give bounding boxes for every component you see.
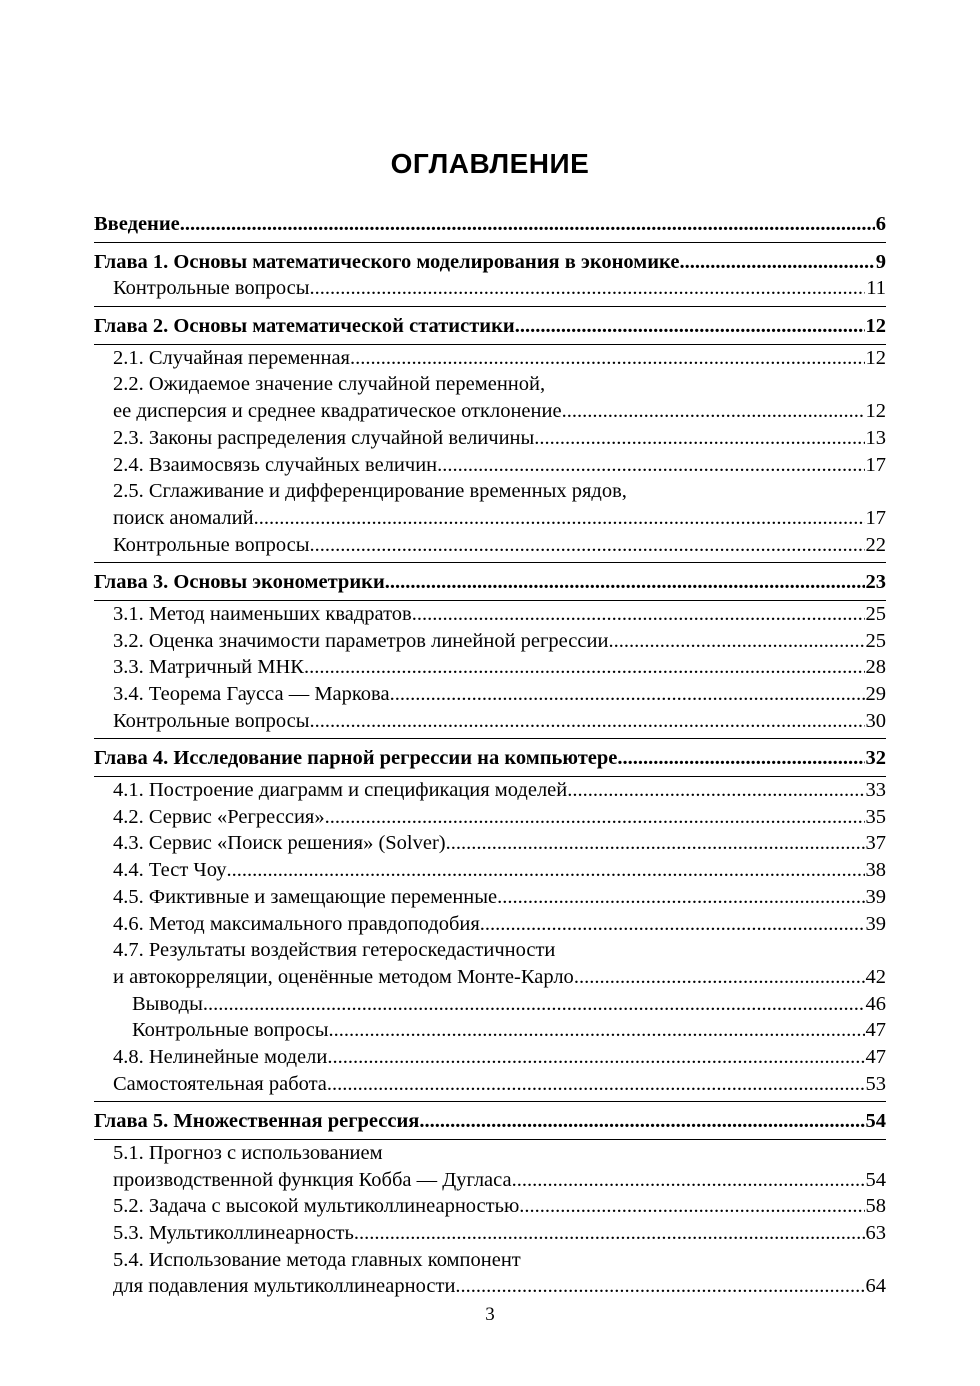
toc-page-number: 9: [875, 250, 886, 273]
toc-section-entry[interactable]: [94, 857, 886, 884]
toc-entry-title: 4.5. Фиктивные и замещающие переменные: [113, 885, 498, 908]
divider: [94, 1101, 886, 1102]
divider: [94, 242, 886, 243]
toc-section-entry[interactable]: [94, 654, 886, 681]
toc-dot-leader: [497, 884, 864, 911]
toc-page-number: 12: [865, 315, 886, 338]
toc-dot-leader: [354, 1220, 865, 1247]
toc-page-number: 37: [865, 832, 886, 855]
toc-section-entry[interactable]: [94, 884, 886, 911]
toc-entry-line: 5.4. Использование метода главных компонент: [113, 1248, 521, 1271]
page-number: 3: [485, 1304, 495, 1325]
toc-section-entry[interactable]: [94, 1167, 886, 1194]
toc-dot-leader: [617, 745, 864, 772]
toc-entry-title: Глава 2. Основы математической статистики: [94, 315, 515, 338]
toc-entry-title: Глава 4. Исследование парной регрессии на компьютере: [94, 747, 618, 770]
toc-entry-title: Введение: [94, 213, 180, 235]
toc-entry-title: 4.3. Сервис «Поиск решения» (Solver): [113, 832, 446, 855]
toc-entry-title: поиск аномалий: [113, 506, 254, 529]
toc-dot-leader: [385, 569, 865, 596]
toc-entry-title: 5.2. Задача с высокой мультиколлинеарностью: [113, 1195, 520, 1218]
toc-section-entry[interactable]: [94, 532, 886, 559]
toc-dot-leader: [180, 211, 875, 238]
toc-dot-leader: [327, 1071, 865, 1098]
toc-page-number: 13: [865, 426, 886, 449]
page-title: ОГЛАВЛЕНИЕ: [390, 148, 590, 179]
toc-page-number: 29: [865, 683, 886, 705]
toc-entry-title: для подавления мультиколлинеарности: [113, 1275, 456, 1298]
toc-page-number: 39: [865, 912, 886, 935]
toc-section-entry[interactable]: [94, 1273, 886, 1300]
divider: [94, 306, 886, 307]
toc-entry-title: 4.6. Метод максимального правдоподобия: [113, 912, 480, 935]
toc-section-entry[interactable]: [94, 804, 886, 831]
toc-entry-title: 3.4. Теорема Гаусса — Маркова: [113, 683, 390, 705]
table-of-contents: [94, 205, 886, 1300]
toc-dot-leader: [519, 1193, 864, 1220]
toc-dot-leader: [327, 1044, 864, 1071]
toc-dot-leader: [203, 991, 865, 1018]
toc-entry-title: Контрольные вопросы: [113, 709, 310, 732]
divider: [94, 738, 886, 739]
toc-dot-leader: [350, 345, 865, 372]
toc-entry-title: 4.2. Сервис «Регрессия»: [113, 805, 325, 828]
toc-page-number: 30: [865, 709, 886, 732]
toc-section-entry[interactable]: [94, 830, 886, 857]
toc-dot-leader: [512, 1167, 865, 1194]
toc-page-number: 46: [865, 992, 886, 1015]
toc-page-number: 22: [865, 533, 886, 556]
toc-page-number: 12: [865, 346, 886, 369]
toc-page-number: 54: [865, 1110, 886, 1133]
toc-dot-leader: [562, 398, 865, 425]
toc-page-number: 39: [865, 885, 886, 908]
toc-dot-leader: [534, 425, 864, 452]
toc-section-entry[interactable]: [94, 1071, 886, 1098]
toc-page-number: 17: [865, 453, 886, 476]
toc-entry-title: 5.3. Мультиколлинеарность: [113, 1222, 354, 1245]
toc-page-number: 54: [865, 1168, 886, 1191]
toc-section-entry[interactable]: [94, 708, 886, 735]
toc-dot-leader: [515, 313, 865, 340]
toc-entry-title: Контрольные вопросы: [132, 1019, 329, 1042]
toc-entry-title: Глава 5. Множественная регрессия: [94, 1110, 420, 1133]
toc-dot-leader: [480, 911, 865, 938]
toc-entry-title: ее дисперсия и среднее квадратическое отклонение: [113, 400, 562, 423]
toc-entry-title: Самостоятельная работа: [113, 1072, 327, 1095]
toc-page-number: 35: [865, 805, 886, 828]
toc-page-number: 58: [865, 1195, 886, 1218]
toc-section-entry[interactable]: [94, 681, 886, 708]
toc-dot-leader: [310, 532, 865, 559]
toc-dot-leader: [329, 1017, 865, 1044]
toc-section-entry[interactable]: [94, 601, 886, 628]
toc-entry-title: 2.4. Взаимосвязь случайных величин: [113, 453, 438, 476]
toc-dot-leader: [608, 628, 864, 655]
toc-entry-title: Глава 1. Основы математического моделирования в экономике: [94, 250, 680, 273]
toc-section-entry[interactable]: [94, 398, 886, 425]
toc-section-entry[interactable]: [94, 911, 886, 938]
toc-section-entry[interactable]: [94, 505, 886, 532]
toc-chapter-entry[interactable]: [94, 313, 886, 340]
toc-chapter-entry[interactable]: [94, 569, 886, 596]
toc-section-entry[interactable]: [94, 275, 886, 302]
toc-entry-title: Глава 3. Основы эконометрики: [94, 571, 385, 594]
toc-page-number: 32: [865, 747, 886, 770]
toc-chapter-entry[interactable]: [94, 745, 886, 772]
toc-page-number: 12: [865, 400, 886, 423]
toc-section-entry[interactable]: [94, 1220, 886, 1247]
toc-page-number: 63: [865, 1222, 886, 1245]
toc-dot-leader: [390, 681, 865, 708]
toc-section-entry[interactable]: [94, 345, 886, 372]
toc-entry-title: 4.1. Построение диаграмм и спецификация моделей: [113, 779, 568, 802]
toc-entry-title: Выводы: [132, 992, 203, 1015]
toc-dot-leader: [567, 777, 864, 804]
toc-entry-title: 4.4. Тест Чоу: [113, 859, 227, 882]
toc-page-number: 11: [866, 277, 886, 300]
toc-section-entry[interactable]: [94, 777, 886, 804]
toc-page-number: 28: [865, 656, 886, 679]
toc-dot-leader: [412, 601, 865, 628]
toc-section-entry[interactable]: [94, 425, 886, 452]
divider: [94, 562, 886, 563]
toc-page-number: 17: [865, 506, 886, 529]
toc-entry-title: 3.2. Оценка значимости параметров линейной регрессии: [113, 629, 609, 652]
toc-section-entry[interactable]: [94, 991, 886, 1018]
toc-page-number: 47: [865, 1045, 886, 1068]
toc-entry-title: Контрольные вопросы: [113, 277, 310, 300]
toc-page-number: 53: [865, 1072, 886, 1095]
toc-section-entry[interactable]: [94, 1193, 886, 1220]
toc-dot-leader: [446, 830, 865, 857]
toc-page-number: 47: [865, 1019, 886, 1042]
toc-dot-leader: [419, 1108, 864, 1135]
toc-entry-title: 3.3. Матричный МНК: [113, 656, 304, 679]
toc-dot-leader: [325, 804, 865, 831]
toc-page-number: 23: [865, 571, 886, 594]
toc-dot-leader: [226, 857, 864, 884]
toc-page-number: 38: [865, 859, 886, 882]
toc-entry-title: 2.3. Законы распределения случайной величины: [113, 426, 535, 449]
toc-chapter-entry[interactable]: [94, 249, 886, 276]
toc-page-number: 42: [865, 965, 886, 988]
toc-dot-leader: [679, 249, 874, 276]
toc-page-number: 25: [865, 629, 886, 652]
toc-entry-line: 2.5. Сглаживание и дифференцирование временных рядов,: [113, 480, 627, 503]
toc-entry-line: 2.2. Ожидаемое значение случайной переменной,: [113, 373, 546, 396]
toc-entry-title: 3.1. Метод наименьших квадратов: [113, 602, 412, 625]
toc-entry-line: 5.1. Прогноз с использованием: [113, 1142, 383, 1164]
toc-entry-line: 4.7. Результаты воздействия гетероскедастичности: [113, 939, 556, 962]
toc-dot-leader: [254, 505, 865, 532]
toc-entry-title: производственной функция Кобба — Дугласа: [113, 1168, 512, 1191]
toc-dot-leader: [455, 1273, 864, 1300]
toc-dot-leader: [574, 964, 865, 991]
toc-entry-title: и автокорреляции, оценённые методом Монте-Карло: [113, 965, 574, 988]
toc-entry-title: Контрольные вопросы: [113, 533, 310, 556]
toc-section-entry[interactable]: [94, 452, 886, 479]
toc-section-entry[interactable]: [94, 628, 886, 655]
toc-dot-leader: [310, 708, 865, 735]
toc-dot-leader: [310, 275, 866, 302]
toc-chapter-entry[interactable]: [94, 1108, 886, 1135]
toc-entry-title: 4.8. Нелинейные модели: [113, 1045, 328, 1068]
toc-page-number: 25: [865, 602, 886, 625]
toc-dot-leader: [304, 654, 865, 681]
toc-entry-title: 2.1. Случайная переменная: [113, 346, 350, 369]
toc-section-entry[interactable]: [94, 964, 886, 991]
toc-page-number: 64: [865, 1275, 886, 1298]
toc-chapter-entry[interactable]: [94, 211, 886, 238]
toc-section-entry[interactable]: [94, 1017, 886, 1044]
toc-section-entry[interactable]: [94, 1044, 886, 1071]
toc-page-number: 6: [875, 213, 886, 235]
toc-dot-leader: [437, 452, 864, 479]
toc-page-number: 33: [865, 779, 886, 802]
